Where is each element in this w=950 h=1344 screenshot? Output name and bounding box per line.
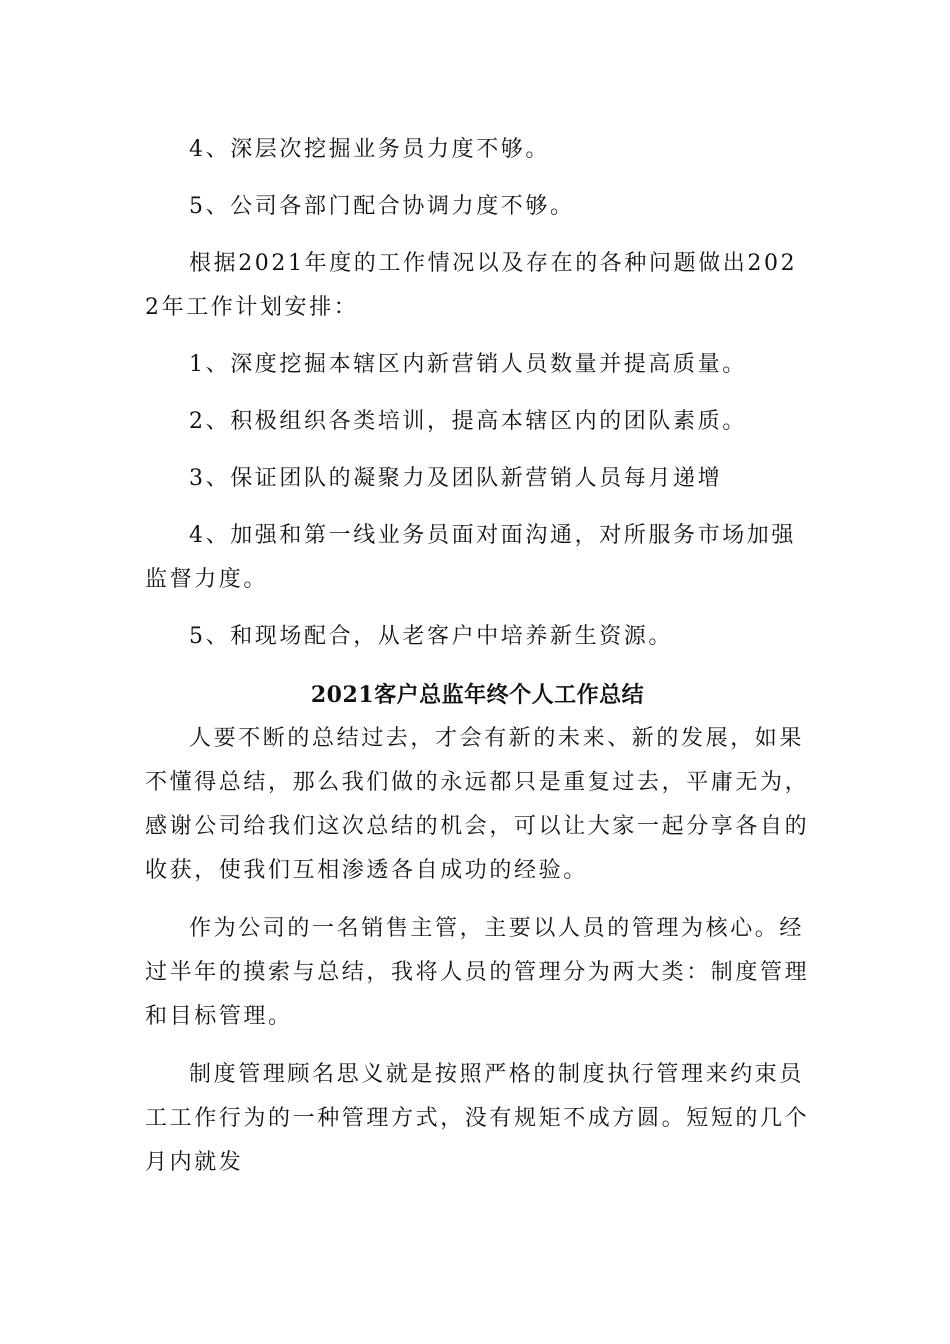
problem-item-4: 4、深层次挖掘业务员力度不够。 xyxy=(189,137,550,162)
body-paragraph-2: 作为公司的一名销售主管，主要以人员的管理为核心。经过半年的摸索与总结，我将人员的管理分为两大类：制度管理和目标管理。 xyxy=(145,916,810,1029)
plan-item-3: 3、保证团队的凝聚力及团队新营销人员每月递增 xyxy=(189,466,723,491)
plan-item-1: 1、深度挖掘本辖区内新营销人员数量并提高质量。 xyxy=(189,352,747,377)
body-paragraph-1: 人要不断的总结过去，才会有新的未来、新的发展，如果不懂得总结，那么我们做的永远都只是重复过去，平庸无为，感谢公司给我们这次总结的机会，可以让大家一起分享各自的收获，使我们互相渗透各自成功的经验。 xyxy=(145,726,810,883)
plan-intro-paragraph: 根据2021年度的工作情况以及存在的各种问题做出2022年工作计划安排： xyxy=(145,251,798,320)
problem-item-5: 5、公司各部门配合协调力度不够。 xyxy=(189,194,575,219)
body-paragraph-3: 制度管理顾名思义就是按照严格的制度执行管理来约束员工工作行为的一种管理方式，没有规矩不成方圆。短短的几个月内就发 xyxy=(145,1062,810,1175)
plan-item-4: 4、加强和第一线业务员面对面沟通，对所服务市场加强监督力度。 xyxy=(145,523,796,592)
plan-item-5: 5、和现场配合，从老客户中培养新生资源。 xyxy=(189,624,673,649)
plan-item-2: 2、积极组织各类培训，提高本辖区内的团队素质。 xyxy=(189,409,747,434)
document-body xyxy=(145,128,810,1185)
section-title: 2021客户总监年终个人工作总结 xyxy=(310,682,645,708)
